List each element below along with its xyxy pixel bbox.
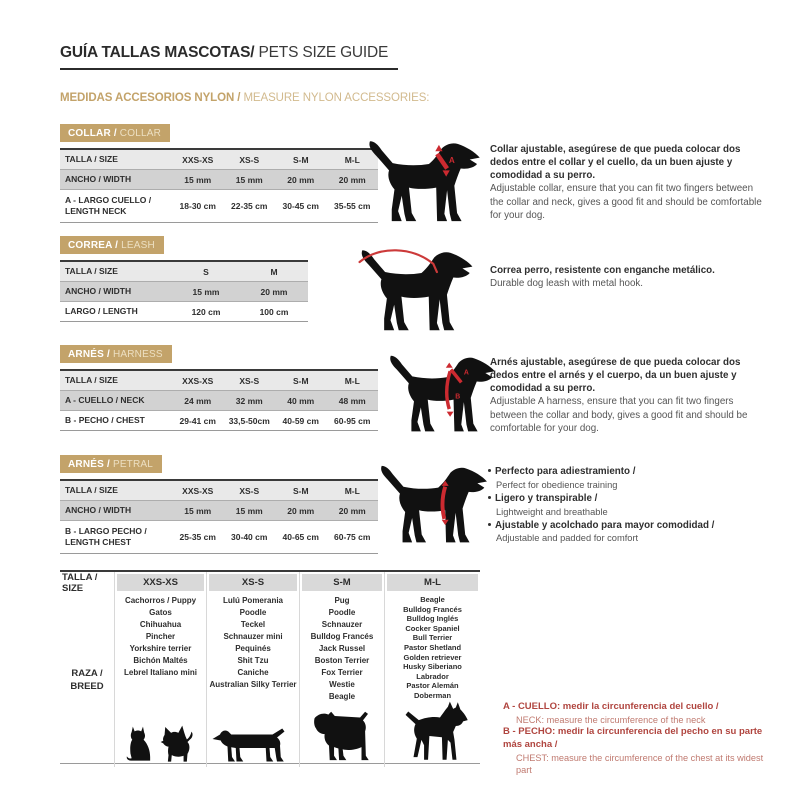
collar-size-table xyxy=(60,148,378,223)
leash-size-table xyxy=(60,260,308,322)
cell: 60-95 cm xyxy=(334,415,371,426)
feature-es: Ligero y transpirable / xyxy=(495,492,598,504)
header-cell: M-L xyxy=(344,154,360,165)
breed-item: Lulú Pomerania xyxy=(222,596,283,605)
breed-item: Pug xyxy=(334,596,350,605)
table-header-row xyxy=(60,371,378,391)
breed-item: Jack Russel xyxy=(318,644,366,653)
description-en: Durable dog leash with metal hook. xyxy=(490,278,644,290)
silhouettes-m-l xyxy=(385,701,480,767)
cell: 15 mm xyxy=(235,174,263,185)
cell: 35-55 cm xyxy=(334,201,371,211)
breed-item: Cachorros / Puppy xyxy=(124,596,197,605)
breed-item: Labrador xyxy=(416,671,449,681)
breed-column-xs-s xyxy=(206,572,299,767)
header-cell: S-M xyxy=(292,154,309,165)
leash-section-badge xyxy=(60,236,164,254)
feature-en: Adjustable and padded for comfort xyxy=(496,533,639,544)
harness-size-table xyxy=(60,369,378,431)
breed-item: Pastor Shetland xyxy=(403,642,462,652)
breed-item: Bichón Maltés xyxy=(133,656,188,665)
breed-item: Teckel xyxy=(240,620,266,629)
row-label: B - PECHO / CHEST xyxy=(65,415,145,426)
cell: 20 mm xyxy=(287,505,315,516)
note-es: A - CUELLO: medir la circunferencia del cuello / xyxy=(503,701,719,712)
cell: 40 mm xyxy=(287,395,315,406)
marker-letter-b: B xyxy=(455,393,461,401)
subtitle-es: MEDIDAS ACCESORIOS NYLON / xyxy=(60,92,244,104)
header-cell: M-L xyxy=(344,485,360,496)
petral-size-table xyxy=(60,479,378,554)
feature-item xyxy=(488,466,764,491)
badge-en: HARNESS xyxy=(109,349,163,360)
breed-item: Gatos xyxy=(149,608,172,617)
breed-list xyxy=(207,592,299,727)
breed-column-label xyxy=(60,572,114,767)
breed-item: Pequinés xyxy=(235,644,271,653)
page-title xyxy=(60,44,398,70)
feature-en: Perfect for obedience training xyxy=(496,479,618,490)
page-subtitle xyxy=(60,92,429,104)
breed-item: Bull Terrier xyxy=(412,633,453,643)
breed-item: Westie xyxy=(329,680,355,689)
row-label: A - LARGO CUELLO / LENGTH NECK xyxy=(65,195,152,216)
cell: 33,5-50cm xyxy=(228,415,270,426)
breed-item: Cocker Spaniel xyxy=(405,623,460,633)
cell: 20 mm xyxy=(338,174,366,185)
cell: 29-41 cm xyxy=(179,415,216,426)
breed-list xyxy=(385,592,480,701)
table-row xyxy=(60,411,378,430)
header-cell: S xyxy=(203,266,209,277)
leash-description xyxy=(490,264,764,290)
header-cell: XS-S xyxy=(239,375,260,386)
breed-item: Yorkshire terrier xyxy=(129,644,192,653)
header-cell: XS-S xyxy=(239,485,260,496)
table-header-row xyxy=(60,262,308,282)
breed-list xyxy=(300,592,384,711)
marker-letter-a: A xyxy=(463,369,469,377)
cell: 20 mm xyxy=(287,174,315,185)
breed-column-s-m xyxy=(299,572,384,767)
breed-item: Doberman xyxy=(413,690,452,700)
breed-item: Australian Silky Terrier xyxy=(209,680,297,689)
table-row xyxy=(60,391,378,411)
badge-en: COLLAR xyxy=(116,128,162,139)
table-row xyxy=(60,190,378,222)
breed-item: Schnauzer xyxy=(321,620,363,629)
breed-item: Golden retriever xyxy=(403,652,462,662)
breed-item: Pastor Alemán xyxy=(406,681,459,691)
description-es: Arnés ajustable, asegúrese de que pueda colocar dos dedos entre el arnés y el cuerpo, da un buen ajuste y comodidad a su perro. xyxy=(490,357,741,395)
dachshund-icon xyxy=(211,727,295,763)
bullet-dot xyxy=(488,469,491,472)
breed-item: Beagle xyxy=(420,595,445,604)
badge-es: ARNÉS / xyxy=(68,459,110,470)
breed-item: Shit Tzu xyxy=(237,656,269,665)
cell: 60-75 cm xyxy=(334,532,371,542)
breed-header: M-L xyxy=(387,574,478,591)
breed-item: Husky Siberiano xyxy=(403,662,462,672)
header-cell: XXS-XS xyxy=(182,485,214,496)
description-es: Correa perro, resistente con enganche metálico. xyxy=(490,265,715,276)
breed-column-m-l xyxy=(384,572,480,767)
header-cell: XXS-XS xyxy=(182,154,214,165)
dog-leash-illustration-icon xyxy=(352,242,480,333)
row-label: A - CUELLO / NECK xyxy=(65,395,145,406)
collar-description xyxy=(490,143,764,222)
description-en: Adjustable A harness, ensure that you can fit two fingers between the collar and body, gives a good fit and should be comfortable for your dog. xyxy=(490,396,748,434)
title-en: PETS SIZE GUIDE xyxy=(254,44,389,61)
header-cell: TALLA / SIZE xyxy=(65,154,118,165)
cell: 15 mm xyxy=(235,505,263,516)
petral-section-badge xyxy=(60,455,162,473)
note-es: B - PECHO: medir la circunferencia del pecho en su parte más ancha / xyxy=(503,726,763,751)
table-row xyxy=(60,501,378,521)
breed-header-size: TALLA / SIZE xyxy=(62,571,98,594)
feature-item xyxy=(488,493,764,518)
harness-section-badge xyxy=(60,345,172,363)
row-label: B - LARGO PECHO / LENGTH CHEST xyxy=(65,526,147,547)
breed-header: S-M xyxy=(302,574,382,591)
cat-icon xyxy=(125,726,155,763)
bullet-dot xyxy=(488,523,491,526)
breed-column-xxs-xs xyxy=(114,572,206,767)
header-cell: M xyxy=(270,266,278,277)
silhouettes-xs-s xyxy=(207,727,299,767)
header-cell: M-L xyxy=(344,375,360,386)
raza-label: RAZA / xyxy=(71,668,103,680)
table-row xyxy=(60,170,378,190)
cell: 20 mm xyxy=(338,505,366,516)
feature-es: Ajustable y acolchado para mayor comodidad / xyxy=(495,519,715,531)
cell: 100 cm xyxy=(259,306,289,317)
dog-petral-illustration-icon xyxy=(372,458,494,545)
schnauzer-icon xyxy=(312,711,372,763)
breed-row-label xyxy=(60,592,114,767)
dog-harness-illustration-icon xyxy=(381,348,502,434)
breed-header: XS-S xyxy=(209,574,297,591)
note-en: NECK: measure the circumference of the neck xyxy=(516,714,706,725)
description-en: Adjustable collar, ensure that you can fit two fingers between the collar and neck, gives a good fit and should be comfortable for your dog. xyxy=(490,183,762,221)
badge-es: CORREA / xyxy=(68,240,119,251)
breed-item: Bulldog Francés xyxy=(403,604,462,614)
header-cell: XXS-XS xyxy=(182,375,214,386)
feature-en: Lightweight and breathable xyxy=(496,506,608,517)
feature-es: Perfecto para adiestramiento / xyxy=(495,466,636,477)
breed-item: Bulldog Francés xyxy=(310,632,374,641)
row-label: ANCHO / WIDTH xyxy=(65,286,132,297)
breed-item: Chihuahua xyxy=(139,620,182,629)
bullet-dot xyxy=(488,496,491,499)
doberman-icon xyxy=(395,701,471,763)
table-row xyxy=(60,521,378,553)
cell: 18-30 cm xyxy=(179,201,216,211)
description-es: Collar ajustable, asegúrese de que pueda colocar dos dedos entre el collar y el cuello, da un buen ajuste y comodidad a su perro. xyxy=(490,144,741,182)
note-item xyxy=(503,701,775,726)
cell: 40-59 cm xyxy=(282,415,319,426)
cell: 20 mm xyxy=(260,286,288,297)
breed-header: XXS-XS xyxy=(117,574,204,591)
table-row xyxy=(60,282,308,302)
breed-table xyxy=(60,570,480,764)
breed-item: Boston Terrier xyxy=(314,656,370,665)
cell: 15 mm xyxy=(184,505,212,516)
chihuahua-icon xyxy=(160,725,196,763)
badge-en: LEASH xyxy=(118,240,155,251)
cell: 32 mm xyxy=(235,395,263,406)
marker-letter-a: A xyxy=(448,156,455,166)
cell: 15 mm xyxy=(192,286,220,297)
silhouettes-xxs-xs xyxy=(115,725,206,767)
breed-item: Beagle xyxy=(328,692,356,701)
header-cell: S-M xyxy=(292,485,309,496)
table-header-row xyxy=(60,481,378,501)
breed-item: Fox Terrier xyxy=(321,668,363,677)
cell: 22-35 cm xyxy=(231,201,268,211)
harness-description xyxy=(490,356,764,435)
title-es: GUÍA TALLAS MASCOTAS/ xyxy=(60,44,255,61)
header-cell: TALLA / SIZE xyxy=(65,266,118,277)
cell: 120 cm xyxy=(191,306,221,317)
row-label: ANCHO / WIDTH xyxy=(65,505,132,516)
breed-label: BREED xyxy=(70,680,104,692)
breed-item: Lebrel Italiano mini xyxy=(124,668,197,677)
measurement-notes xyxy=(503,701,775,777)
cell: 25-35 cm xyxy=(179,532,216,542)
header-cell: TALLA / SIZE xyxy=(65,375,118,386)
note-en: CHEST: measure the circumference of the chest at its widest part xyxy=(516,752,764,776)
cell: 15 mm xyxy=(184,174,212,185)
header-cell: XS-S xyxy=(239,154,260,165)
note-item xyxy=(503,726,775,776)
badge-es: ARNÉS / xyxy=(68,349,110,360)
badge-es: COLLAR / xyxy=(68,128,117,139)
breed-item: Poodle xyxy=(239,608,267,617)
cell: 30-40 cm xyxy=(231,532,268,542)
row-label: LARGO / LENGTH xyxy=(65,306,138,317)
cell: 40-65 cm xyxy=(282,532,319,542)
breed-item: Pincher xyxy=(145,632,176,641)
breed-item: Caniche xyxy=(237,668,269,677)
breed-list xyxy=(115,592,206,725)
cell: 30-45 cm xyxy=(282,201,319,211)
cell: 48 mm xyxy=(338,395,366,406)
collar-section-badge xyxy=(60,124,170,142)
subtitle-en: MEASURE NYLON ACCESSORIES: xyxy=(243,92,430,104)
table-row xyxy=(60,302,308,321)
badge-en: PETRAL xyxy=(109,459,154,470)
silhouettes-s-m xyxy=(300,711,384,767)
petral-features xyxy=(488,466,764,546)
breed-item: Schnauzer mini xyxy=(223,632,283,641)
breed-item: Poodle xyxy=(328,608,356,617)
breed-item: Bulldog Inglés xyxy=(406,614,459,624)
table-header-row xyxy=(60,150,378,170)
header-cell: S-M xyxy=(292,375,309,386)
feature-item xyxy=(488,520,764,545)
dog-collar-illustration-icon xyxy=(360,133,487,224)
cell: 24 mm xyxy=(184,395,212,406)
header-cell: TALLA / SIZE xyxy=(65,485,118,496)
row-label: ANCHO / WIDTH xyxy=(65,174,132,185)
